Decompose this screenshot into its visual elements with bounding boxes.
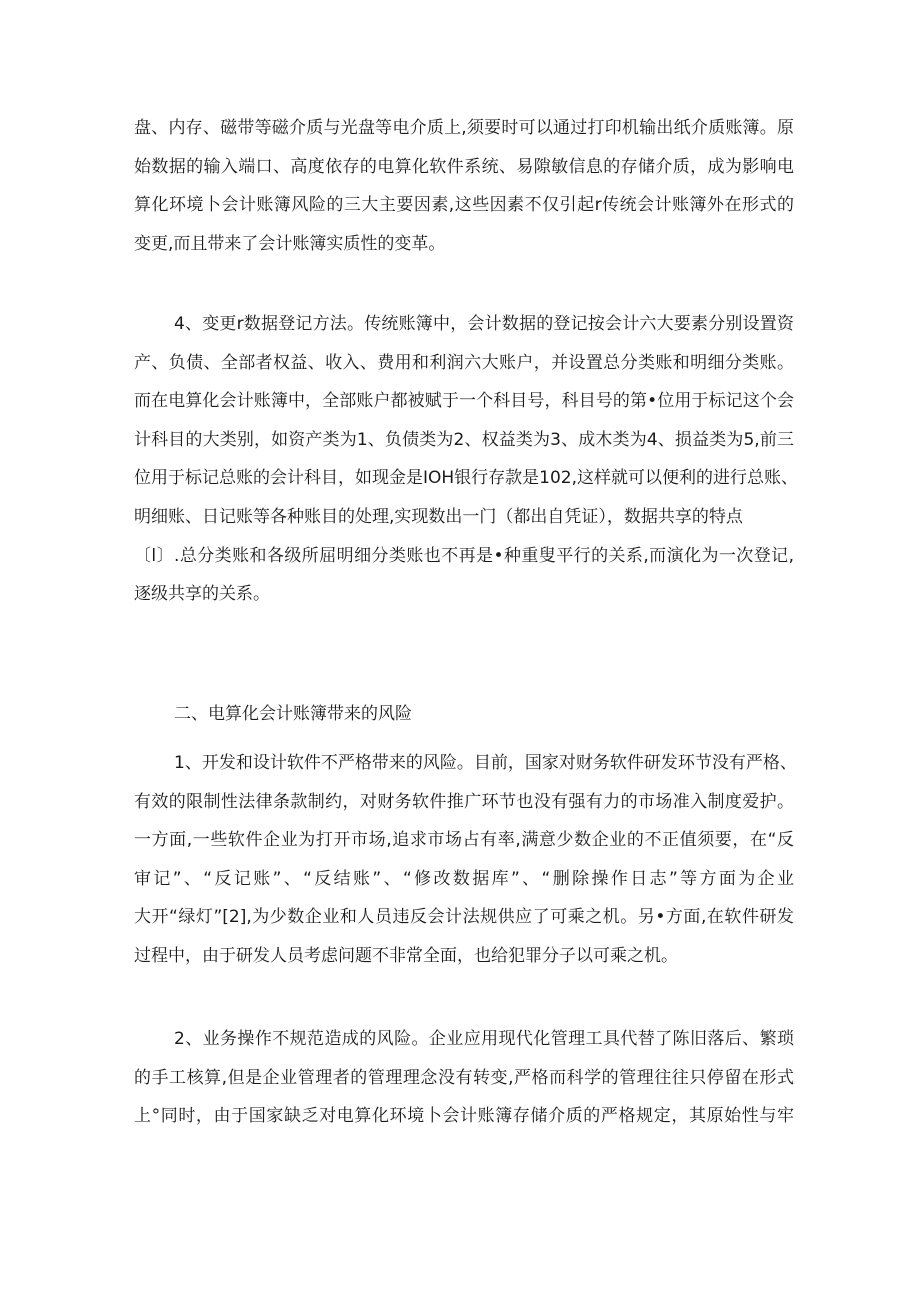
paragraph-5 (134, 1020, 794, 1136)
text-line: 一方面,一些软件企业为打开市场,追求市场占有率,满意少数企业的不正值须要，在“反 (134, 830, 794, 851)
text-line: 上°同时，由于国家缺乏对电算化环境卜会计账簿存储介质的严格规定，其原始性与牢 (134, 1106, 794, 1127)
text-line: 明细账、日记账等各种账目的处理,实现数出一门（都出自凭证），数据共享的特点 (134, 506, 743, 527)
text-line: 产、负债、全部者权益、收入、费用和利润六大账户，并设置总分类账和明细分类账。 (134, 352, 794, 373)
paragraph-4 (134, 744, 797, 976)
text-line: 大开“绿灯”[2],为少数企业和人员违反会计法规供应了可乘之机。另•方面,在软件研发 (134, 907, 794, 928)
text-line: 有效的限制性法律条款制约，对财务软件推广环节也没有强有力的市场准入制度爱护。 (134, 791, 794, 812)
text-line: 2、业务操作不规范造成的风险。企业应用现代化管理工具代替了陈旧落后、繁琐 (174, 1029, 794, 1049)
text-line: 算化环境卜会计账簿风险的三大主要因素,这些因素不仅引起r传统会计账簿外在形式的 (134, 195, 794, 216)
text-line: 变更,而且带来了会计账簿实质性的变革。 (134, 233, 446, 254)
section-heading (134, 695, 794, 734)
text-line: 始数据的输入端口、高度依存的电算化软件系统、易隙敏信息的存储介质，成为影响电 (134, 156, 794, 177)
text-line: 审记”、“反记账”、“反结账”、“修改数据库”、“删除操作日志”等方面为企业 (134, 868, 794, 889)
heading-text: 二、电算化会计账簿带来的风险 (174, 704, 412, 724)
text-line: 而在电算化会计账簿中，全部账户都被赋于一个科目号，科目号的第•位用于标记这个会 (134, 391, 794, 412)
text-line: 计科目的大类别，如资产类为1、负债类为2、权益类为3、成木类为4、损益类为5,前三 (134, 429, 794, 450)
paragraph-2 (134, 305, 799, 614)
text-line: 1、开发和设计软件不严格带来的风险。目前，国家对财务软件研发环节没有严格、 (174, 753, 797, 773)
paragraph-1 (134, 109, 794, 263)
text-line: 〔l〕.总分类账和各级所屈明细分类账也不再是•种重叟平行的关系,而演化为一次登记, (134, 545, 794, 566)
text-line: 过程中，由于研发人员考虑问题不非常全面，也给犯罪分子以可乘之机。 (134, 945, 678, 966)
text-line: 的手工核算,但是企业管理者的管理理念没有转变,严格而科学的管理往往只停留在形式 (134, 1067, 794, 1088)
text-line: 4、变更r数据登记方法。传统账簿中，会计数据的登记按会计六大要素分别设置资 (174, 314, 794, 334)
text-line: 盘、内存、磁带等磁介质与光盘等电介质上,须要时可以通过打印机输出纸介质账簿。原 (134, 118, 794, 138)
text-line: 逐级共享的关系。 (134, 584, 270, 605)
text-line: 位用于标记总账的会计科目，如现金是IOH银行存款是102,这样就可以便利的进行总账、 (134, 468, 799, 489)
